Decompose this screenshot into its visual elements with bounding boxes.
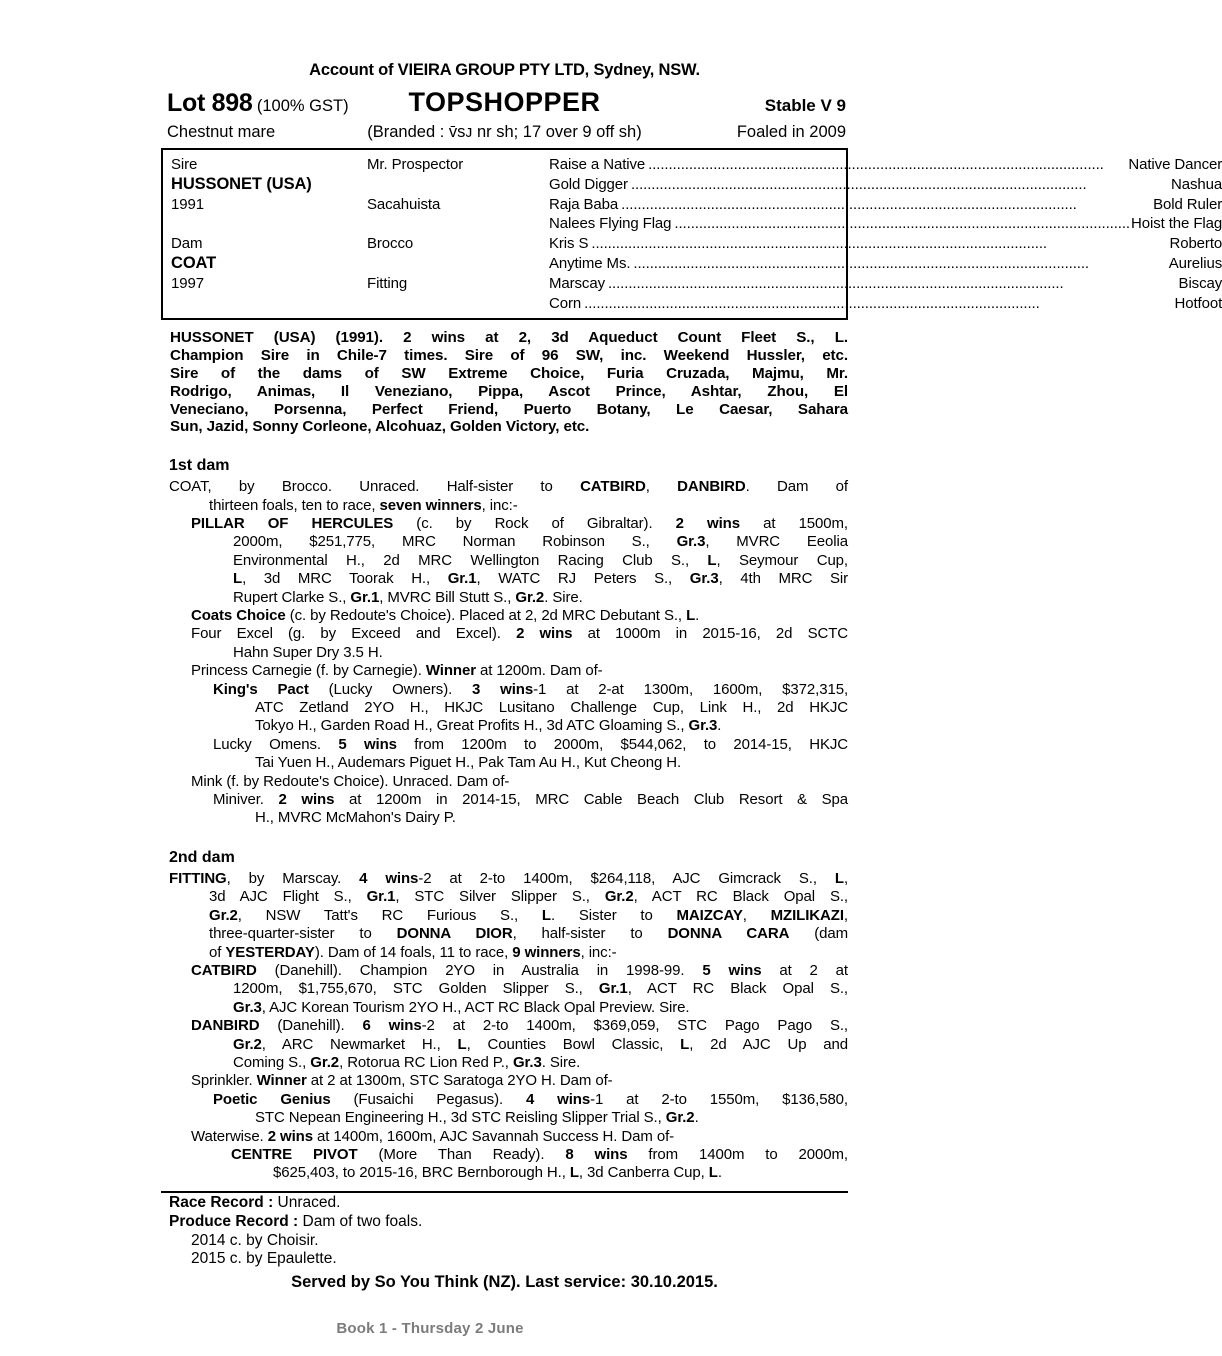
bold-text-segment: Gr.2: [515, 588, 545, 606]
description-row: [161, 122, 848, 143]
pedigree-entry-line: [191, 662, 848, 680]
text-segment: ATC Zetland 2YO H., HKJC Lusitano Challenge Cup, Link H., 2d HKJC: [255, 699, 848, 717]
text-segment: -1 at 2-to 1550m, $136,580,: [590, 1090, 848, 1108]
bold-text-segment: CATBIRD: [191, 961, 257, 979]
bold-text-segment: L: [707, 551, 717, 569]
text-segment: .: [717, 717, 722, 735]
pedigree-entry-line: [169, 869, 849, 888]
text-segment: , 3d MRC Toorak H.,: [242, 570, 448, 588]
dam-sections: [161, 456, 848, 1183]
bold-text-segment: Gr.3: [688, 717, 718, 735]
dot-leader: [591, 234, 1168, 254]
bold-text-segment: 2 wins: [267, 1127, 313, 1145]
pedigree-entry-line: [213, 791, 849, 809]
bold-text-segment: 4 wins: [525, 1090, 591, 1108]
text-segment: from 1400m to 2000m,: [627, 1145, 848, 1163]
bold-text-segment: CATBIRD: [580, 478, 646, 496]
bold-text-segment: FITTING: [169, 869, 227, 887]
gen3-right: Biscay: [1178, 274, 1222, 292]
bold-text-segment: Gr.2: [209, 906, 238, 924]
dot-leader: [631, 175, 1170, 195]
bold-text-segment: Gr.2: [233, 1035, 262, 1053]
text-segment: , 3d Canberra Cup,: [578, 1164, 709, 1182]
pedigree-entry-line: [213, 735, 848, 754]
bold-text-segment: Gr.2: [665, 1109, 695, 1127]
text-segment: -2 at 2-to 1400m, $369,059, STC Pago Pago S.,: [421, 1017, 848, 1035]
text-segment: -2 at 2-to 1400m, $264,118, AJC Gimcrack S.,: [418, 869, 835, 887]
bold-text-segment: 9 winners: [512, 943, 581, 961]
text-segment: , 4th MRC Sir: [718, 570, 849, 588]
pedigree-entry-line: [169, 478, 848, 496]
produce-record-line: [161, 1213, 848, 1232]
bold-text-segment: Gr.1: [350, 588, 380, 606]
text-segment: , ARC Newmarket H.,: [261, 1035, 458, 1053]
pedigree-entry-line: [191, 607, 848, 625]
text-segment: , ACT RC Black Opal S.,: [633, 888, 848, 906]
lot-number: Lot 898: [167, 89, 253, 117]
bold-text-segment: 2 wins: [278, 791, 335, 809]
bold-text-segment: Gr.1: [366, 888, 396, 906]
pedigree-table: [161, 148, 1222, 320]
pedigree-entry-line: [231, 1145, 848, 1164]
text-segment: thirteen foals, ten to race,: [209, 496, 380, 514]
served-line: Served by So You Think (NZ). Last service: 30.10.2015.: [291, 1272, 718, 1291]
bold-text-segment: 4 wins: [359, 869, 419, 887]
text-segment: , MVRC Eeolia: [705, 533, 848, 551]
text-segment: . Dam of: [745, 478, 848, 496]
gen3-right: Hotfoot: [1174, 294, 1222, 312]
produce-foal-list: [161, 1232, 848, 1269]
gen3-row: [549, 294, 1222, 314]
text-segment: . Sire.: [544, 588, 583, 606]
gen3-left: Kris S: [549, 235, 589, 253]
gen3-right: Bold Ruler: [1153, 195, 1222, 213]
text-segment: ,: [742, 906, 771, 924]
text-segment: at 2 at 1300m, STC Saratoga 2YO H. Dam of-: [306, 1072, 613, 1090]
text-segment: Rupert Clarke S.,: [233, 588, 351, 606]
text-segment: from 1200m to 2000m, $544,062, to 2014-15, HKJC: [396, 735, 848, 753]
foaled-year: Foaled in 2009: [736, 123, 846, 141]
pedigree-entry-line: [255, 717, 848, 735]
horse-name: TOPSHOPPER: [408, 87, 601, 117]
bold-text-segment: L: [686, 607, 696, 624]
text-segment: (dam: [789, 925, 848, 943]
gen3-row: [549, 214, 1222, 234]
sire-dam: Sacahuista: [367, 195, 441, 213]
bold-text-segment: L: [233, 570, 243, 588]
foal-line: 2014 c. by Choisir.: [191, 1231, 319, 1249]
text-segment: STC Nepean Engineering H., 3d STC Reisling Slipper Trial S.,: [255, 1109, 666, 1127]
text-segment: , Seymour Cup,: [716, 551, 848, 569]
gen3-left: Nalees Flying Flag: [549, 215, 672, 233]
bold-text-segment: Gr.2: [604, 888, 634, 906]
dam-section-heading: 1st dam: [169, 457, 230, 475]
bold-text-segment: Gr.2: [310, 1053, 340, 1071]
text-segment: (Fusaichi Pegasus).: [330, 1090, 526, 1108]
pedigree-entry-line: [233, 980, 848, 998]
stable-number: Stable V 9: [764, 96, 846, 115]
dot-leader: [633, 254, 1167, 274]
gen3-left: Anytime Ms.: [549, 254, 631, 272]
bold-text-segment: Gr.3: [233, 998, 262, 1016]
bold-text-segment: DANBIRD: [191, 1017, 260, 1035]
pedigree-entry-line: [255, 1109, 848, 1127]
pedigree-entry-line: [191, 1127, 848, 1146]
footer-book-line: Book 1 - Thursday 2 June: [336, 1320, 524, 1337]
bold-text-segment: MAIZCAY: [676, 906, 743, 924]
bold-text-segment: DONNA DIOR: [396, 925, 513, 943]
text-segment: .: [695, 607, 700, 624]
pedigree-entry-line: [209, 944, 848, 962]
text-segment: at 1500m,: [739, 514, 848, 532]
bold-text-segment: Gr.3: [676, 533, 706, 551]
pedigree-entry-line: [191, 961, 848, 980]
pedigree-entry-line: [233, 999, 848, 1017]
text-segment: Lucky Omens.: [213, 735, 339, 753]
gen3-row: [549, 155, 1222, 175]
produce-record-label: Produce Record :: [169, 1213, 299, 1231]
text-segment: at 2 at: [761, 961, 848, 979]
text-segment: ,: [645, 478, 678, 496]
pedigree-entry-line: [233, 533, 848, 551]
sire-paragraph-line: Sire of the dams of SW Extreme Choice, Furia Cruzada, Majmu, Mr.: [170, 364, 848, 382]
text-segment: . Sire.: [541, 1053, 581, 1071]
pedigree-entry-line: [213, 1090, 848, 1109]
text-segment: .: [694, 1109, 699, 1127]
bold-text-segment: Poetic Genius: [213, 1090, 331, 1108]
bold-text-segment: CENTRE PIVOT: [231, 1145, 358, 1163]
gst-note: (100% GST): [256, 97, 349, 115]
dot-leader: [621, 195, 1152, 215]
account-line: Account of VIEIRA GROUP PTY LTD, Sydney, NSW.: [309, 61, 700, 79]
text-segment: Four Excel (g. by Exceed and Excel).: [191, 625, 517, 643]
gen3-row: [549, 234, 1222, 254]
text-segment: (Danehill). Champion 2YO in Australia in 1998-99.: [256, 961, 703, 979]
pedigree-entry-line: [209, 497, 848, 515]
bold-text-segment: 5 wins: [338, 735, 397, 753]
gen3-row: [549, 254, 1222, 274]
dam-year: 1997: [171, 274, 204, 292]
bold-text-segment: L: [680, 1035, 690, 1053]
text-segment: Mink (f. by Redoute's Choice). Unraced. Dam of-: [191, 772, 510, 790]
sire-paragraph-line: HUSSONET (USA) (1991). 2 wins at 2, 3d Aqueduct Count Fleet S., L.: [170, 329, 848, 347]
pedigree-entry-line: [255, 699, 848, 717]
bold-text-segment: L: [834, 869, 844, 887]
text-segment: 3d AJC Flight S.,: [209, 888, 367, 906]
pedigree-entry-line: [213, 680, 849, 699]
gen3-left: Marscay: [549, 274, 605, 292]
text-segment: . Sister to: [550, 906, 677, 924]
bold-text-segment: L: [541, 906, 551, 924]
text-segment: Waterwise.: [191, 1127, 268, 1145]
dot-leader: [584, 294, 1173, 314]
text-segment: three-quarter-sister to: [209, 925, 397, 943]
text-segment: Princess Carnegie (f. by Carnegie).: [191, 662, 426, 680]
pedigree-entry-line: [209, 907, 848, 925]
gen3-right: Nashua: [1171, 175, 1222, 193]
text-segment: Sprinkler.: [191, 1072, 257, 1090]
bold-text-segment: Gr.1: [598, 980, 628, 998]
bold-text-segment: L: [569, 1164, 579, 1182]
lot-row: [161, 87, 848, 122]
pedigree-entry-line: [191, 1072, 848, 1090]
bold-text-segment: 2 wins: [516, 625, 573, 643]
dam-label: Dam: [171, 235, 203, 253]
text-segment: .: [717, 1164, 722, 1182]
pedigree-entry-line: [273, 1164, 848, 1182]
sire-paragraph-line: Champion Sire in Chile-7 times. Sire of 96 SW, inc. Weekend Hussler, etc.: [170, 347, 848, 365]
divider-rule: [161, 1191, 848, 1193]
bold-text-segment: Gr.1: [447, 570, 477, 588]
gen3-right: Native Dancer: [1128, 156, 1222, 173]
dot-leader: [674, 214, 1130, 234]
pedigree-entry-line: [209, 888, 848, 906]
race-record-value: Unraced.: [277, 1193, 341, 1211]
gen3-left: Raja Baba: [549, 195, 619, 213]
text-segment: (Lucky Owners).: [308, 680, 473, 698]
text-segment: Miniver.: [213, 791, 279, 809]
text-segment: ). Dam of 14 foals, 11 to race,: [314, 943, 513, 961]
text-segment: (More Than Ready).: [357, 1145, 566, 1163]
bold-text-segment: YESTERDAY: [225, 943, 315, 961]
sire-summary-paragraph: [161, 329, 848, 436]
bold-text-segment: Gr.3: [689, 570, 719, 588]
bold-text-segment: L: [708, 1164, 718, 1182]
lot-left: [161, 88, 408, 122]
text-segment: Coming S.,: [233, 1053, 311, 1071]
gen3-left: Gold Digger: [549, 175, 628, 193]
pedigree-entry-line: [191, 772, 848, 791]
sire-paragraph-line: Rodrigo, Animas, Il Veneziano, Pippa, Ascot Prince, Ashtar, Zhou, El: [170, 382, 848, 400]
gen3-right: Aurelius: [1168, 254, 1222, 272]
bold-text-segment: 5 wins: [702, 961, 762, 979]
text-segment: , WATC RJ Peters S.,: [476, 570, 690, 588]
sire-name: HUSSONET (USA): [171, 174, 312, 193]
sire-paragraph-line: Veneciano, Porsenna, Perfect Friend, Puerto Botany, Le Caesar, Sahara: [170, 400, 848, 418]
race-record-label: Race Record :: [169, 1193, 274, 1211]
pedigree-entry-line: [255, 809, 848, 827]
gen3-row: [549, 195, 1222, 215]
content-column: [161, 60, 1222, 1292]
bold-text-segment: 3 wins: [472, 680, 534, 698]
pedigree-entry-line: [233, 1036, 848, 1054]
bold-text-segment: DONNA CARA: [667, 925, 790, 943]
bold-text-segment: Winner: [256, 1072, 307, 1090]
dam-section-heading: 2nd dam: [169, 848, 235, 866]
pedigree-entry-line: [233, 644, 848, 662]
text-segment: (Danehill).: [259, 1017, 363, 1035]
bold-text-segment: PILLAR OF HERCULES: [191, 514, 394, 532]
gen3-left: Corn: [549, 294, 582, 312]
pedigree-entry-line: [191, 1017, 848, 1035]
text-segment: at 1200m in 2014-15, MRC Cable Beach Club Resort & Spa: [334, 791, 849, 809]
text-segment: -1 at 2-at 1300m, 1600m, $372,315,: [533, 680, 849, 698]
pedigree-entry-line: [233, 552, 848, 570]
text-segment: , inc:-: [580, 943, 617, 961]
pedigree-entry-line: [233, 1054, 848, 1072]
bold-text-segment: MZILIKAZI: [770, 906, 844, 924]
pedigree-entry-line: [233, 589, 848, 607]
dam-sire: Brocco: [367, 235, 414, 253]
text-segment: COAT, by Brocco. Unraced. Half-sister to: [169, 478, 581, 496]
text-segment: at 1400m, 1600m, AJC Savannah Success H. Dam of-: [312, 1127, 675, 1145]
horse-description: Chestnut mare: [167, 123, 276, 141]
dam-dam: Fitting: [367, 274, 408, 292]
text-segment: , Counties Bowl Classic,: [466, 1035, 681, 1053]
text-segment: ,: [843, 906, 848, 924]
dot-leader: [648, 155, 1127, 175]
pedigree-entry-line: [209, 925, 848, 943]
text-segment: $625,403, to 2015-16, BRC Bernborough H.,: [273, 1164, 570, 1182]
text-segment: Tokyo H., Garden Road H., Great Profits H., 3d ATC Gloaming S.,: [255, 717, 689, 735]
text-segment: , AJC Korean Tourism 2YO H., ACT RC Black Opal Preview. Sire.: [261, 998, 690, 1016]
sire-year: 1991: [171, 195, 204, 213]
bold-text-segment: Coats Choice: [191, 607, 286, 624]
text-segment: , inc:-: [481, 496, 518, 514]
sire-paragraph-line: Sun, Jazid, Sonny Corleone, Alcohuaz, Golden Victory, etc.: [170, 418, 590, 436]
text-segment: , STC Silver Slipper S.,: [395, 888, 605, 906]
gen3-row: [549, 175, 1222, 195]
pedigree-entry-line: [191, 514, 848, 533]
bold-text-segment: Gr.3: [512, 1053, 542, 1071]
text-segment: at 1000m in 2015-16, 2d SCTC: [572, 625, 849, 643]
bold-text-segment: 2 wins: [675, 514, 740, 532]
text-segment: , half-sister to: [512, 925, 668, 943]
gen3-right: Hoist the Flag: [1130, 215, 1222, 233]
foal-line: 2015 c. by Epaulette.: [191, 1250, 337, 1268]
bold-text-segment: 8 wins: [565, 1145, 628, 1163]
dot-leader: [608, 274, 1178, 294]
text-segment: 2000m, $251,775, MRC Norman Robinson S.,: [233, 533, 677, 551]
bold-text-segment: Winner: [425, 662, 476, 680]
bold-text-segment: 6 wins: [362, 1017, 422, 1035]
text-segment: , NSW Tatt's RC Furious S.,: [237, 906, 542, 924]
gen3-right: Roberto: [1169, 235, 1222, 253]
bold-text-segment: L: [457, 1035, 467, 1053]
gen3-left: Raise a Native: [549, 156, 646, 173]
pedigree-entry-line: [255, 754, 848, 772]
brand-info: (Branded : v̄sᴊ nr sh; 17 over 9 off sh): [367, 123, 642, 141]
race-record-line: [161, 1194, 848, 1213]
pedigree-entry-line: [191, 625, 849, 643]
text-segment: at 1200m. Dam of-: [475, 662, 603, 680]
dam-name: COAT: [171, 253, 217, 272]
text-segment: H., MVRC McMahon's Dairy P.: [255, 809, 456, 827]
sire-label: Sire: [171, 156, 198, 173]
text-segment: , 2d AJC Up and: [689, 1035, 848, 1053]
text-segment: , Rotorua RC Lion Red P.,: [339, 1053, 513, 1071]
text-segment: 1200m, $1,755,670, STC Golden Slipper S.,: [233, 980, 599, 998]
bold-text-segment: DANBIRD: [677, 478, 746, 496]
text-segment: of: [209, 943, 226, 961]
text-segment: (c. by Rock of Gibraltar).: [393, 514, 676, 532]
bold-text-segment: seven winners: [379, 496, 482, 514]
gen3-row: [549, 274, 1222, 294]
text-segment: Hahn Super Dry 3.5 H.: [233, 643, 383, 661]
text-segment: , by Marscay.: [226, 869, 360, 887]
text-segment: , ACT RC Black Opal S.,: [627, 980, 848, 998]
text-segment: (c. by Redoute's Choice). Placed at 2, 2d MRC Debutant S.,: [285, 607, 687, 624]
bold-text-segment: King's Pact: [213, 680, 309, 698]
sire-sire: Mr. Prospector: [367, 156, 464, 173]
produce-record-value: Dam of two foals.: [302, 1213, 423, 1231]
text-segment: Environmental H., 2d MRC Wellington Racing Club S.,: [233, 551, 708, 569]
text-segment: ,: [843, 869, 849, 887]
text-segment: , MVRC Bill Stutt S.,: [379, 588, 516, 606]
text-segment: Tai Yuen H., Audemars Piguet H., Pak Tam Au H., Kut Cheong H.: [255, 754, 682, 772]
pedigree-entry-line: [233, 570, 848, 588]
